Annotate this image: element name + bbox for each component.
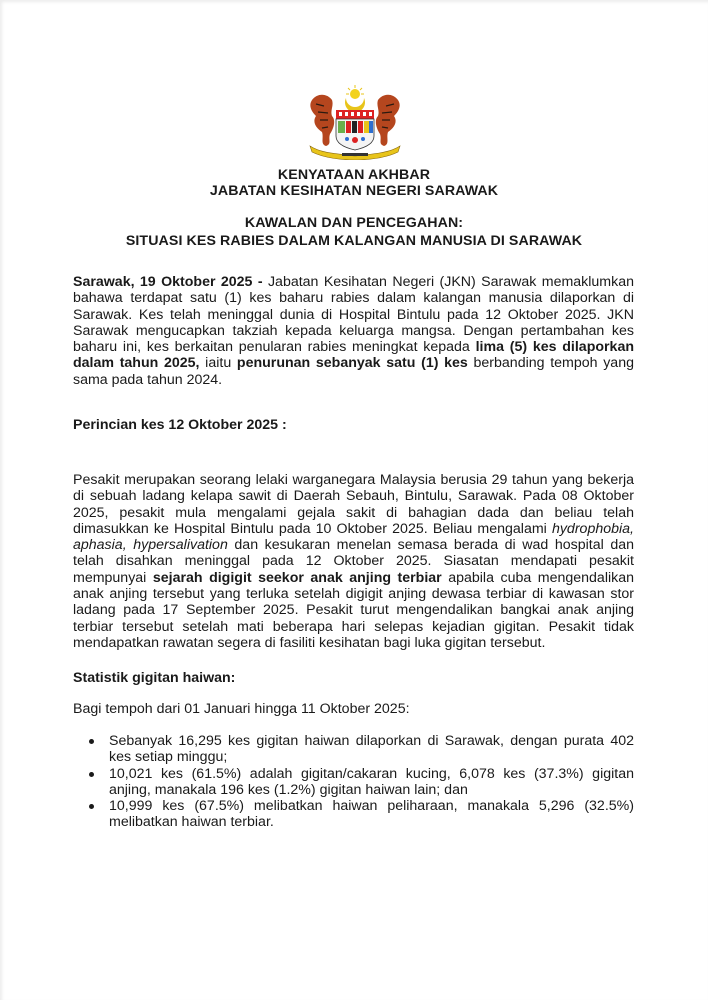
list-item-text: Sebanyak 16,295 kes gigitan haiwan dilaporkan di Sarawak, dengan purata 402 kes setiap minggu;: [109, 733, 634, 766]
malaysia-coat-of-arms-icon: [302, 84, 408, 160]
list-item: [73, 798, 634, 831]
statistics-period: Bagi tempoh dari 01 Januari hingga 11 Oktober 2025:: [73, 701, 410, 717]
intro-paragraph: [73, 274, 634, 388]
case-bite-history: sejarah digigit seekor anak anjing terbiar: [152, 569, 442, 586]
case-text-1: Pesakit merupakan seorang lelaki warganegara Malaysia berusia 29 tahun yang bekerja di sebuah ladang kelapa sawit di Daerah Sebauh, Bintulu, Sarawak. Pada 08 Oktober 2025, pesakit mula mengalami gejala sakit di bahagian dada dan beliau telah dimasukkan ke Hospital Bintulu pada 10 Oktober 2025. Beliau mengalami: [73, 472, 634, 537]
intro-text-3: berbanding tempoh yang sama pada tahun 2024.: [73, 355, 634, 388]
intro-text-1: Jabatan Kesihatan Negeri (JKN) Sarawak memaklumkan bahawa terdapat satu (1) kes baharu rabies dalam kalangan manusia dilaporkan di Sarawak. Kes telah meninggal dunia di Hospital Bintulu pada 12 Oktober 2025. JKN Sarawak mengucapkan takziah kepada keluarga mangsa. Dengan pertambahan kes baharu ini, kes berkaitan penularan rabies meningkat kepada: [73, 274, 634, 356]
case-details-paragraph: [73, 472, 634, 651]
list-item-text: 10,021 kes (61.5%) adalah gigitan/cakaran kucing, 6,078 kes (37.3%) gigitan anjing, manakala 196 kes (1.2%) gigitan haiwan lain; dan: [109, 765, 634, 798]
case-text-2: dan kesukaran menelan semasa berada di wad hospital dan telah disahkan meninggal pada 12 Oktober 2025. Siasatan mendapati pesakit mempunyai: [73, 537, 634, 586]
bullet-icon: [89, 739, 94, 744]
case-details-heading: Perincian kes 12 Oktober 2025 :: [73, 417, 287, 433]
case-text-3: apabila cuba mengendalikan anak anjing tersebut yang terluka setelah digigit anjing dewasa terbiar di kawasan stor ladang pada 17 September 2025. Pesakit turut mengendalikan bangkai anak anjing terbiar tersebut setelah mati beberapa hari selepas kejadian gigitan. Pesakit tidak mendapatkan rawatan segera di fasiliti kesihatan bagi luka gigitan tersebut.: [73, 569, 635, 651]
list-item: [73, 766, 634, 799]
dateline: Sarawak, 19 Oktober 2025 -: [73, 274, 263, 290]
document-title-line2: SITUASI KES RABIES DALAM KALANGAN MANUSIA DI SARAWAK: [125, 233, 583, 249]
intro-bold-cases: lima (5) kes dilaporkan dalam tahun 2025,: [73, 339, 634, 372]
list-item: [73, 733, 634, 766]
intro-bold-decrease: penurunan sebanyak satu (1) kes: [236, 355, 468, 372]
press-release-label: KENYATAAN AKHBAR: [277, 167, 431, 183]
statistics-heading: Statistik gigitan haiwan:: [73, 670, 236, 686]
bullet-icon: [89, 804, 94, 809]
bullet-icon: [89, 772, 94, 777]
statistics-list: [73, 733, 634, 831]
list-item-text: 10,999 kes (67.5%) melibatkan haiwan peliharaan, manakala 5,296 (32.5%) melibatkan haiwan terbiar.: [109, 798, 634, 831]
document-title-line1: KAWALAN DAN PENCEGAHAN:: [244, 215, 464, 231]
intro-text-2: iaitu: [199, 355, 237, 372]
department-name: JABATAN KESIHATAN NEGERI SARAWAK: [209, 183, 499, 199]
case-symptoms: hydrophobia, aphasia, hypersalivation: [73, 520, 634, 554]
